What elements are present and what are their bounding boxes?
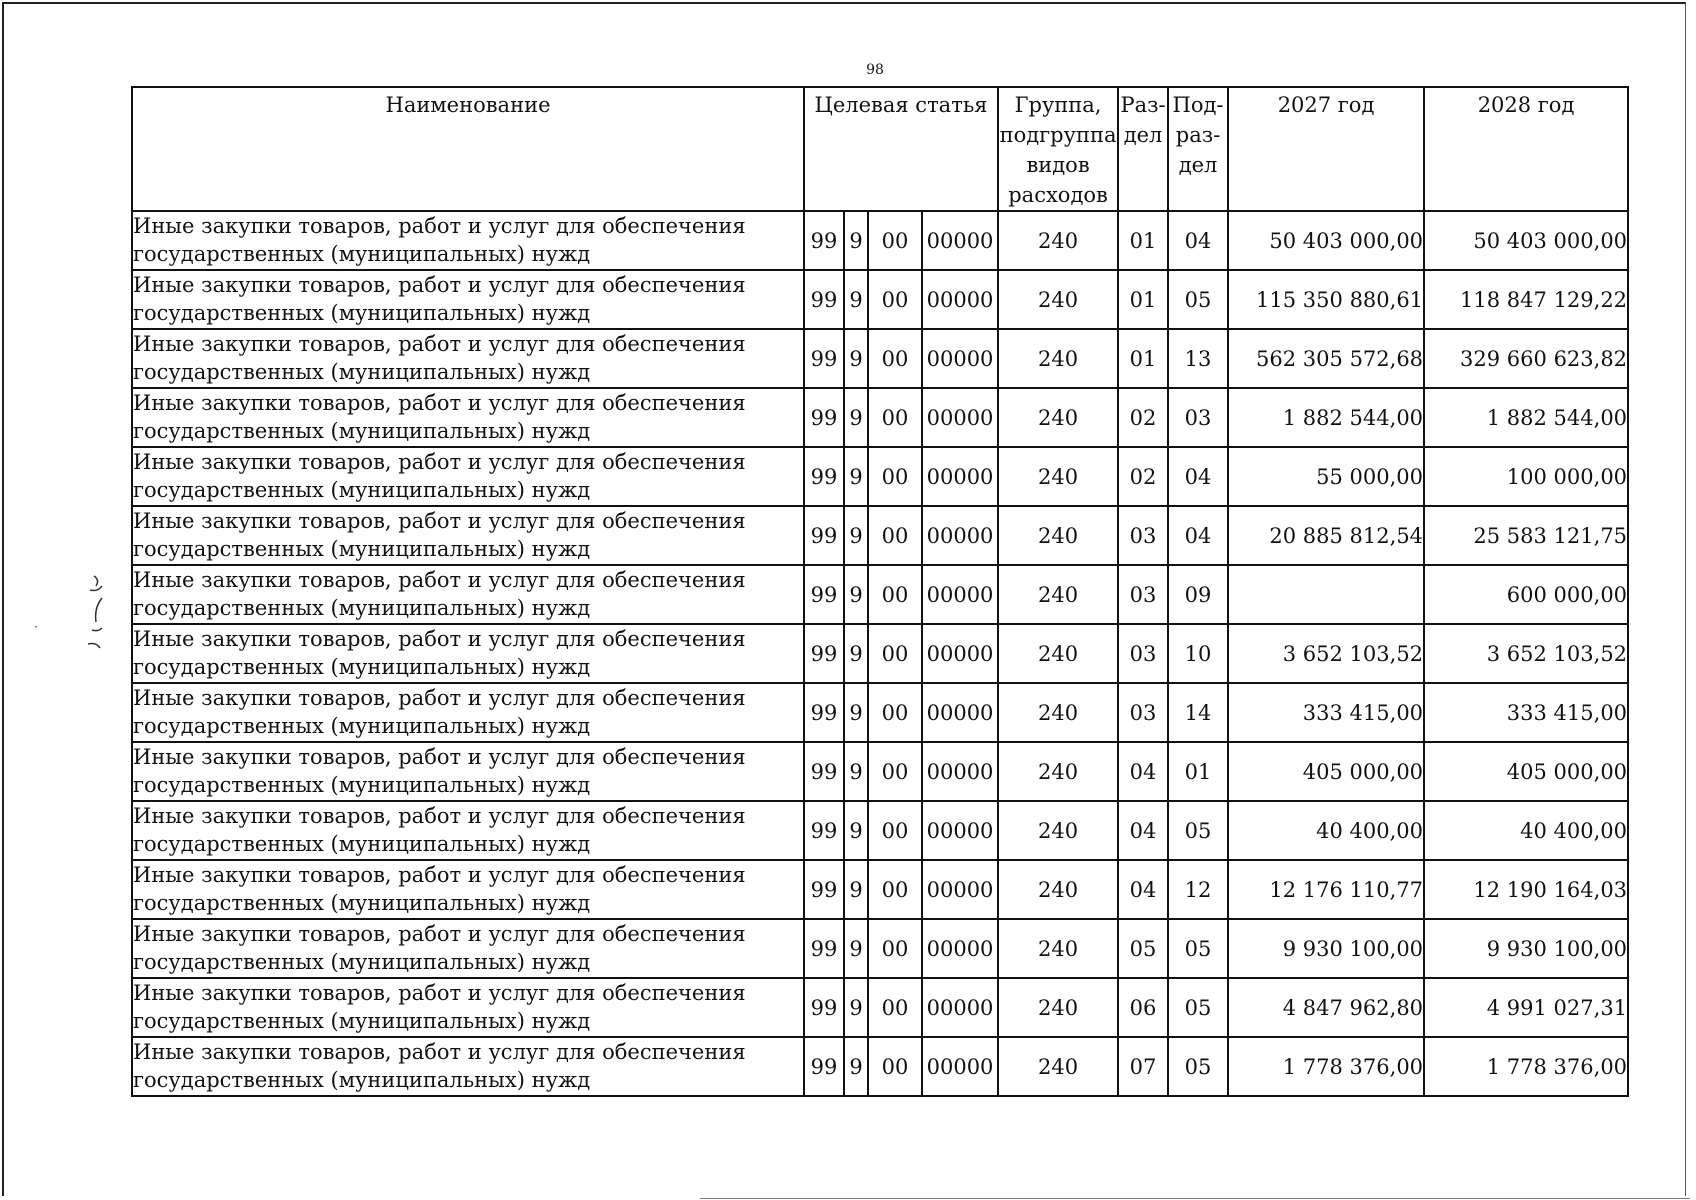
handwritten-margin-mark xyxy=(80,570,130,660)
target-code-subprogram: 9 xyxy=(844,447,868,506)
row-name: Иные закупки товаров, работ и услуг для обеспечения государственных (муниципальных) нужд xyxy=(132,624,804,683)
target-code-expense: 00000 xyxy=(922,978,998,1037)
amount-2028: 3 652 103,52 xyxy=(1424,624,1628,683)
section: 01 xyxy=(1118,270,1168,329)
section: 02 xyxy=(1118,388,1168,447)
table-row xyxy=(132,329,1628,388)
header-year-2027: 2027 год xyxy=(1228,87,1424,211)
subsection: 14 xyxy=(1168,683,1228,742)
section: 03 xyxy=(1118,506,1168,565)
amount-2028: 25 583 121,75 xyxy=(1424,506,1628,565)
target-code-subprogram: 9 xyxy=(844,624,868,683)
row-name: Иные закупки товаров, работ и услуг для обеспечения государственных (муниципальных) нужд xyxy=(132,447,804,506)
target-code-program: 99 xyxy=(804,978,844,1037)
target-code-expense: 00000 xyxy=(922,919,998,978)
target-code-program: 99 xyxy=(804,447,844,506)
section: 02 xyxy=(1118,447,1168,506)
target-code-program: 99 xyxy=(804,742,844,801)
expense-group: 240 xyxy=(998,801,1118,860)
row-name: Иные закупки товаров, работ и услуг для обеспечения государственных (муниципальных) нужд xyxy=(132,683,804,742)
target-code-program: 99 xyxy=(804,329,844,388)
header-year-2028: 2028 год xyxy=(1424,87,1628,211)
target-code-program: 99 xyxy=(804,683,844,742)
expense-group: 240 xyxy=(998,919,1118,978)
amount-2027: 115 350 880,61 xyxy=(1228,270,1424,329)
target-code-direction: 00 xyxy=(868,1037,922,1096)
budget-table xyxy=(131,86,1629,1097)
row-name: Иные закупки товаров, работ и услуг для обеспечения государственных (муниципальных) нужд xyxy=(132,388,804,447)
header-expense-group: Группа, подгруппа видов расходов xyxy=(998,87,1118,211)
header-target-article: Целевая статья xyxy=(804,87,998,211)
target-code-subprogram: 9 xyxy=(844,1037,868,1096)
target-code-direction: 00 xyxy=(868,565,922,624)
target-code-direction: 00 xyxy=(868,506,922,565)
amount-2028: 100 000,00 xyxy=(1424,447,1628,506)
amount-2027: 1 778 376,00 xyxy=(1228,1037,1424,1096)
target-code-expense: 00000 xyxy=(922,270,998,329)
table-row xyxy=(132,860,1628,919)
target-code-expense: 00000 xyxy=(922,1037,998,1096)
amount-2027: 40 400,00 xyxy=(1228,801,1424,860)
target-code-direction: 00 xyxy=(868,978,922,1037)
amount-2027: 55 000,00 xyxy=(1228,447,1424,506)
amount-2028: 9 930 100,00 xyxy=(1424,919,1628,978)
margin-dot: · xyxy=(34,620,38,634)
target-code-expense: 00000 xyxy=(922,801,998,860)
target-code-direction: 00 xyxy=(868,683,922,742)
section: 06 xyxy=(1118,978,1168,1037)
row-name: Иные закупки товаров, работ и услуг для обеспечения государственных (муниципальных) нужд xyxy=(132,801,804,860)
table-header-row xyxy=(132,87,1628,211)
target-code-direction: 00 xyxy=(868,919,922,978)
row-name: Иные закупки товаров, работ и услуг для обеспечения государственных (муниципальных) нужд xyxy=(132,329,804,388)
table-row xyxy=(132,447,1628,506)
target-code-program: 99 xyxy=(804,506,844,565)
amount-2028: 1 778 376,00 xyxy=(1424,1037,1628,1096)
target-code-program: 99 xyxy=(804,1037,844,1096)
target-code-program: 99 xyxy=(804,565,844,624)
amount-2028: 50 403 000,00 xyxy=(1424,211,1628,270)
amount-2027: 405 000,00 xyxy=(1228,742,1424,801)
expense-group: 240 xyxy=(998,860,1118,919)
section: 04 xyxy=(1118,860,1168,919)
expense-group: 240 xyxy=(998,978,1118,1037)
target-code-subprogram: 9 xyxy=(844,742,868,801)
target-code-expense: 00000 xyxy=(922,742,998,801)
table-row xyxy=(132,683,1628,742)
target-code-subprogram: 9 xyxy=(844,860,868,919)
table-row xyxy=(132,1037,1628,1096)
page-number: 98 xyxy=(866,62,884,78)
row-name: Иные закупки товаров, работ и услуг для обеспечения государственных (муниципальных) нужд xyxy=(132,742,804,801)
section: 03 xyxy=(1118,624,1168,683)
section: 03 xyxy=(1118,683,1168,742)
expense-group: 240 xyxy=(998,270,1118,329)
header-subsection: Под-раз-дел xyxy=(1168,87,1228,211)
expense-group: 240 xyxy=(998,742,1118,801)
expense-group: 240 xyxy=(998,506,1118,565)
section: 03 xyxy=(1118,565,1168,624)
target-code-program: 99 xyxy=(804,624,844,683)
table-row xyxy=(132,506,1628,565)
target-code-subprogram: 9 xyxy=(844,565,868,624)
amount-2028: 1 882 544,00 xyxy=(1424,388,1628,447)
target-code-expense: 00000 xyxy=(922,506,998,565)
subsection: 05 xyxy=(1168,270,1228,329)
amount-2027: 333 415,00 xyxy=(1228,683,1424,742)
expense-group: 240 xyxy=(998,683,1118,742)
expense-group: 240 xyxy=(998,447,1118,506)
table-row xyxy=(132,388,1628,447)
target-code-direction: 00 xyxy=(868,447,922,506)
target-code-subprogram: 9 xyxy=(844,978,868,1037)
expense-group: 240 xyxy=(998,1037,1118,1096)
amount-2028: 40 400,00 xyxy=(1424,801,1628,860)
target-code-subprogram: 9 xyxy=(844,919,868,978)
target-code-program: 99 xyxy=(804,860,844,919)
subsection: 05 xyxy=(1168,801,1228,860)
section: 01 xyxy=(1118,329,1168,388)
target-code-program: 99 xyxy=(804,211,844,270)
amount-2027: 50 403 000,00 xyxy=(1228,211,1424,270)
row-name: Иные закупки товаров, работ и услуг для обеспечения государственных (муниципальных) нужд xyxy=(132,978,804,1037)
target-code-expense: 00000 xyxy=(922,624,998,683)
target-code-expense: 00000 xyxy=(922,388,998,447)
section: 07 xyxy=(1118,1037,1168,1096)
target-code-direction: 00 xyxy=(868,624,922,683)
amount-2027: 1 882 544,00 xyxy=(1228,388,1424,447)
amount-2028: 4 991 027,31 xyxy=(1424,978,1628,1037)
subsection: 10 xyxy=(1168,624,1228,683)
subsection: 04 xyxy=(1168,447,1228,506)
table-row xyxy=(132,801,1628,860)
target-code-subprogram: 9 xyxy=(844,270,868,329)
target-code-expense: 00000 xyxy=(922,211,998,270)
target-code-subprogram: 9 xyxy=(844,506,868,565)
amount-2028: 118 847 129,22 xyxy=(1424,270,1628,329)
target-code-direction: 00 xyxy=(868,270,922,329)
amount-2027: 4 847 962,80 xyxy=(1228,978,1424,1037)
target-code-direction: 00 xyxy=(868,211,922,270)
target-code-subprogram: 9 xyxy=(844,329,868,388)
amount-2028: 600 000,00 xyxy=(1424,565,1628,624)
table-row xyxy=(132,211,1628,270)
target-code-direction: 00 xyxy=(868,388,922,447)
expense-group: 240 xyxy=(998,329,1118,388)
row-name: Иные закупки товаров, работ и услуг для обеспечения государственных (муниципальных) нужд xyxy=(132,270,804,329)
subsection: 13 xyxy=(1168,329,1228,388)
header-section: Раз-дел xyxy=(1118,87,1168,211)
header-name: Наименование xyxy=(132,87,804,211)
subsection: 01 xyxy=(1168,742,1228,801)
section: 01 xyxy=(1118,211,1168,270)
table-row xyxy=(132,742,1628,801)
subsection: 09 xyxy=(1168,565,1228,624)
target-code-subprogram: 9 xyxy=(844,211,868,270)
section: 05 xyxy=(1118,919,1168,978)
subsection: 05 xyxy=(1168,919,1228,978)
subsection: 03 xyxy=(1168,388,1228,447)
target-code-expense: 00000 xyxy=(922,683,998,742)
row-name: Иные закупки товаров, работ и услуг для обеспечения государственных (муниципальных) нужд xyxy=(132,1037,804,1096)
table-row xyxy=(132,565,1628,624)
amount-2027: 20 885 812,54 xyxy=(1228,506,1424,565)
amount-2028: 333 415,00 xyxy=(1424,683,1628,742)
table-row xyxy=(132,624,1628,683)
table-row xyxy=(132,270,1628,329)
row-name: Иные закупки товаров, работ и услуг для обеспечения государственных (муниципальных) нужд xyxy=(132,860,804,919)
target-code-direction: 00 xyxy=(868,801,922,860)
expense-group: 240 xyxy=(998,565,1118,624)
target-code-direction: 00 xyxy=(868,860,922,919)
subsection: 04 xyxy=(1168,506,1228,565)
subsection: 05 xyxy=(1168,978,1228,1037)
subsection: 04 xyxy=(1168,211,1228,270)
table-row xyxy=(132,919,1628,978)
target-code-expense: 00000 xyxy=(922,860,998,919)
target-code-program: 99 xyxy=(804,801,844,860)
target-code-subprogram: 9 xyxy=(844,801,868,860)
amount-2027 xyxy=(1228,565,1424,624)
section: 04 xyxy=(1118,801,1168,860)
row-name: Иные закупки товаров, работ и услуг для обеспечения государственных (муниципальных) нужд xyxy=(132,211,804,270)
amount-2028: 329 660 623,82 xyxy=(1424,329,1628,388)
row-name: Иные закупки товаров, работ и услуг для обеспечения государственных (муниципальных) нужд xyxy=(132,919,804,978)
target-code-subprogram: 9 xyxy=(844,388,868,447)
amount-2027: 12 176 110,77 xyxy=(1228,860,1424,919)
subsection: 05 xyxy=(1168,1037,1228,1096)
amount-2027: 9 930 100,00 xyxy=(1228,919,1424,978)
subsection: 12 xyxy=(1168,860,1228,919)
target-code-direction: 00 xyxy=(868,329,922,388)
target-code-expense: 00000 xyxy=(922,565,998,624)
amount-2028: 405 000,00 xyxy=(1424,742,1628,801)
amount-2027: 3 652 103,52 xyxy=(1228,624,1424,683)
target-code-direction: 00 xyxy=(868,742,922,801)
target-code-expense: 00000 xyxy=(922,329,998,388)
row-name: Иные закупки товаров, работ и услуг для обеспечения государственных (муниципальных) нужд xyxy=(132,506,804,565)
expense-group: 240 xyxy=(998,388,1118,447)
amount-2028: 12 190 164,03 xyxy=(1424,860,1628,919)
target-code-program: 99 xyxy=(804,388,844,447)
row-name: Иные закупки товаров, работ и услуг для обеспечения государственных (муниципальных) нужд xyxy=(132,565,804,624)
section: 04 xyxy=(1118,742,1168,801)
target-code-subprogram: 9 xyxy=(844,683,868,742)
target-code-program: 99 xyxy=(804,270,844,329)
expense-group: 240 xyxy=(998,211,1118,270)
table-row xyxy=(132,978,1628,1037)
amount-2027: 562 305 572,68 xyxy=(1228,329,1424,388)
expense-group: 240 xyxy=(998,624,1118,683)
target-code-program: 99 xyxy=(804,919,844,978)
page-bottom-line xyxy=(700,1198,1690,1199)
target-code-expense: 00000 xyxy=(922,447,998,506)
